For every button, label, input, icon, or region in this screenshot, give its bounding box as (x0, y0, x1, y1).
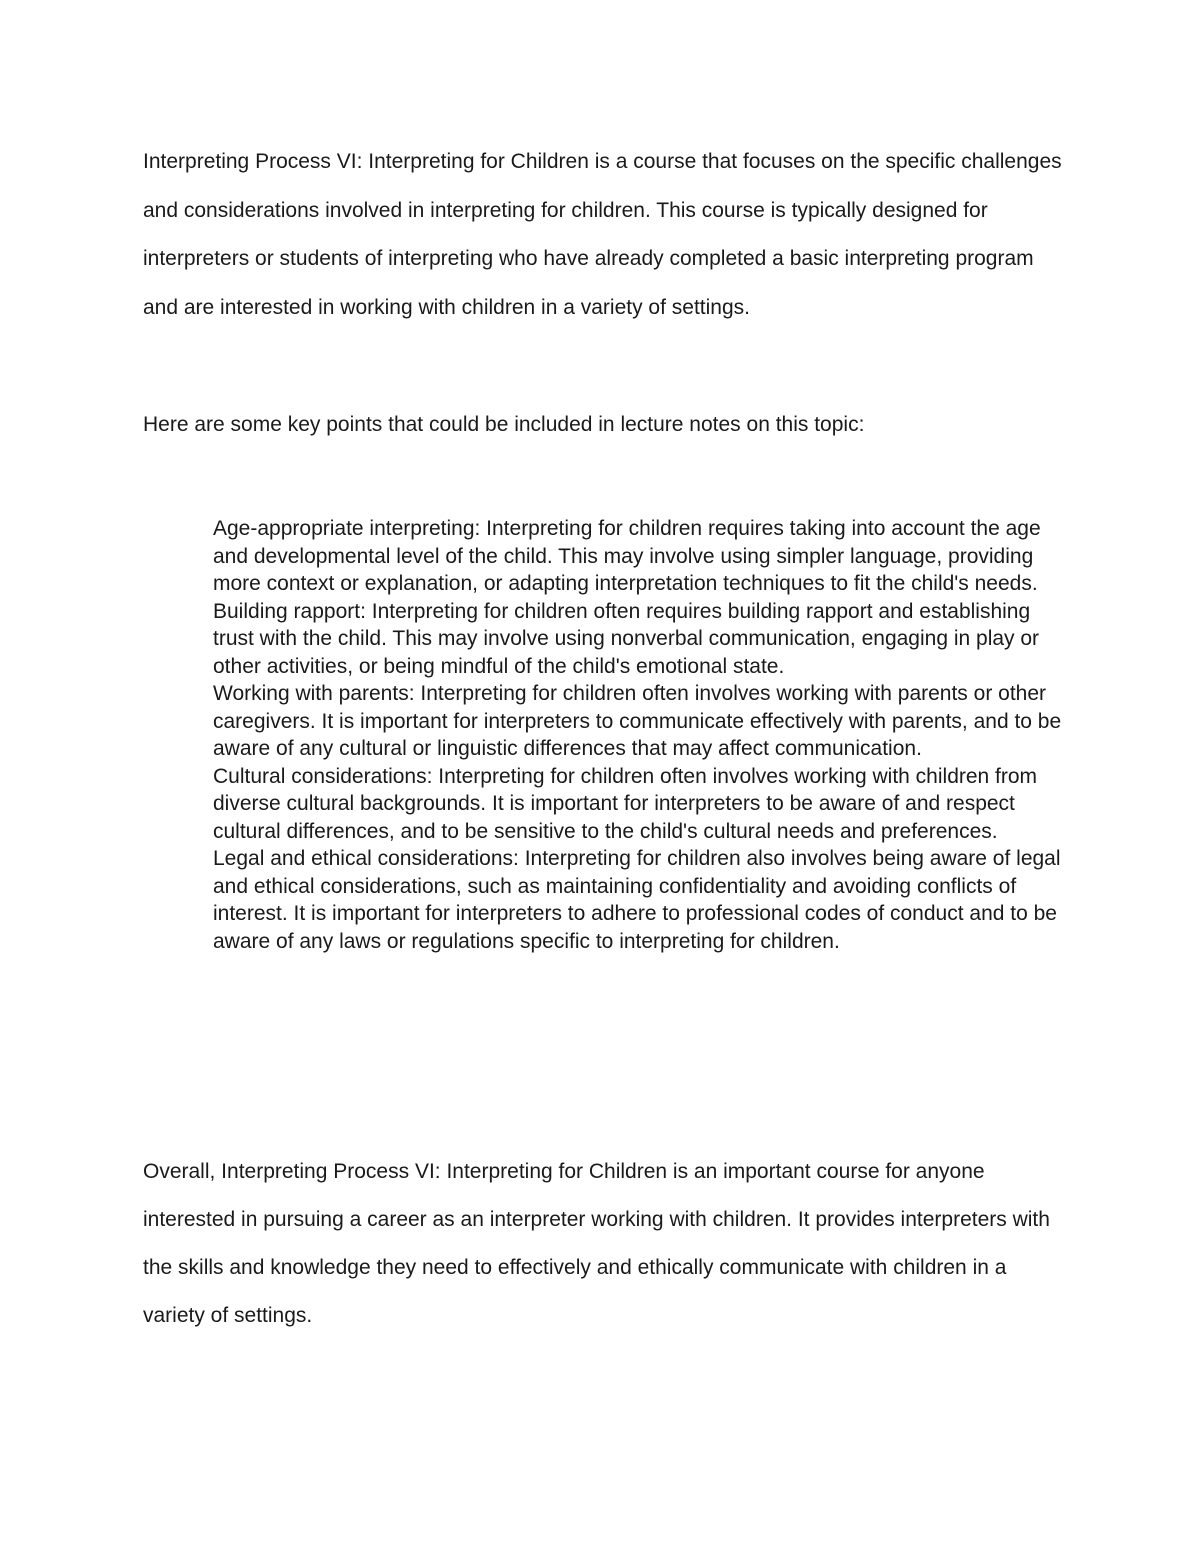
list-item: Age-appropriate interpreting: Interpreting for children requires taking into account the age and developmental level of the child. This may involve using simpler language, providing more context or explanation, or adapting interpretation techniques to fit the child's needs. (213, 517, 1041, 595)
list-item: Cultural considerations: Interpreting for children often involves working with children from diverse cultural backgrounds. It is important for interpreters to be aware of and respect cultural differences, and to be sensitive to the child's cultural needs and preferences. (213, 764, 1038, 843)
closing-paragraph: Overall, Interpreting Process VI: Interpreting for Children is an important course for anyone interested in pursuing a career as an interpreter working with children. It provides interpreters with the skills and knowledge they need to effectively and ethically communicate with children in a variety of settings. (143, 1160, 1050, 1327)
lead-in-text: Here are some key points that could be included in lecture notes on this topic: (143, 413, 865, 436)
key-points-list (213, 515, 1073, 955)
list-item: Building rapport: Interpreting for children often requires building rapport and establishing trust with the child. This may involve using nonverbal communication, engaging in play or other activities, or being mindful of the child's emotional state. (213, 599, 1040, 678)
list-item: Working with parents: Interpreting for children often involves working with parents or other caregivers. It is important for interpreters to communicate effectively with parents, and to be aware of any cultural or linguistic differences that may affect communication. (213, 682, 1062, 760)
intro-paragraph: Interpreting Process VI: Interpreting for Children is a course that focuses on the specific challenges and considerations involved in interpreting for children. This course is typically designed for interpreters or students of interpreting who have already completed a basic interpreting program and are interested in working with children in a variety of settings. (143, 150, 1062, 319)
list-item: Legal and ethical considerations: Interpreting for children also involves being aware of legal and ethical considerations, such as maintaining confidentiality and avoiding conflicts of interest. It is important for interpreters to adhere to professional codes of conduct and to be aware of any laws or regulations specific to interpreting for children. (213, 847, 1061, 953)
